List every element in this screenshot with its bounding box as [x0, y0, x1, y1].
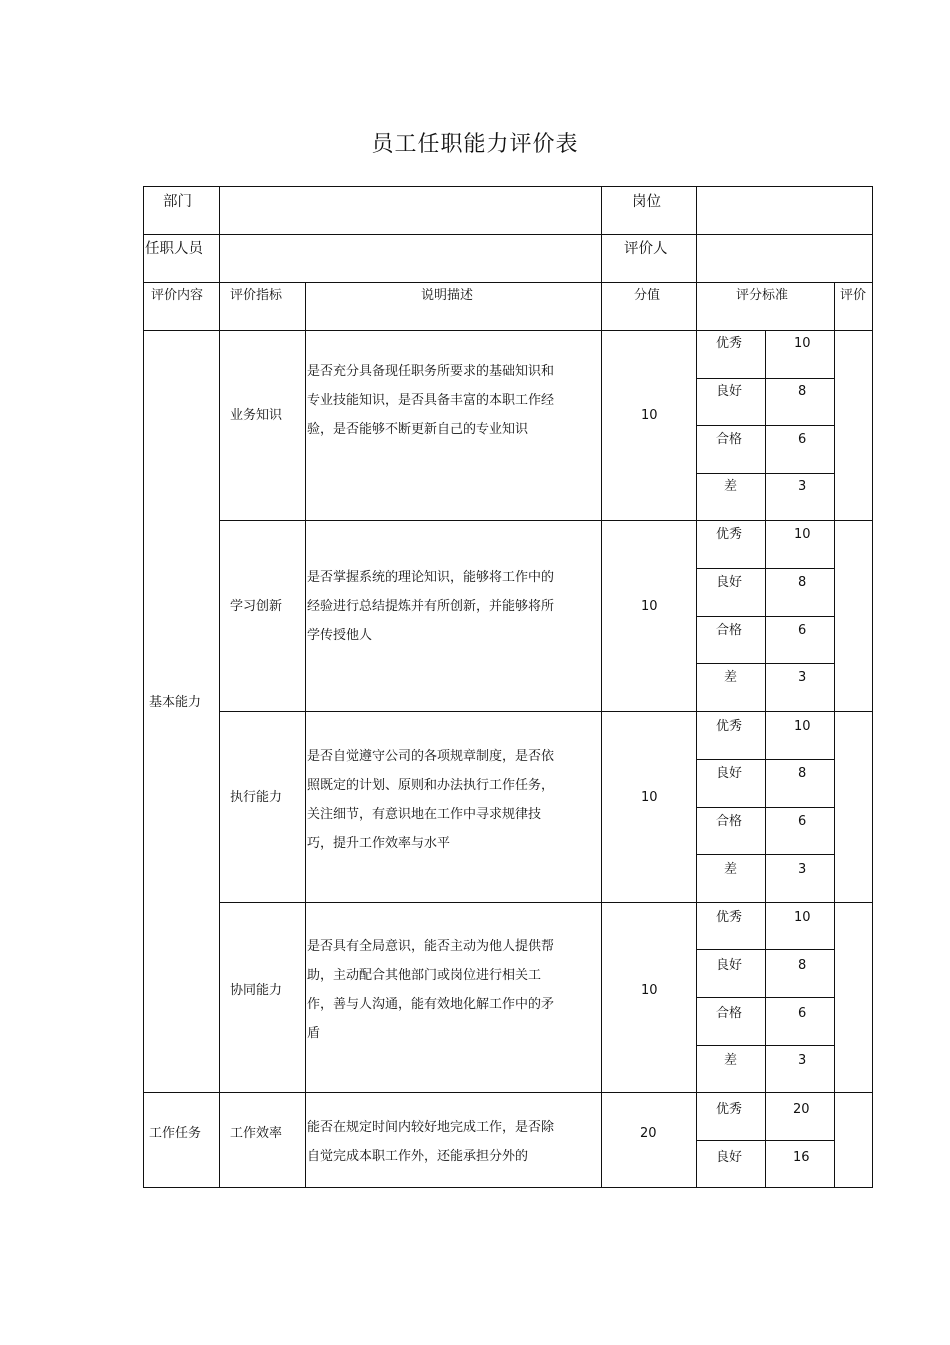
grade-label: 差 — [724, 1053, 738, 1068]
indicator-label: 工作效率 — [230, 1126, 283, 1141]
evaluation-table — [143, 186, 873, 1188]
score-value: 10 — [641, 408, 658, 423]
table-border-left — [143, 186, 144, 1188]
employee-label: 任职人员 — [145, 241, 203, 257]
grade-label: 合格 — [716, 432, 743, 447]
category-basic: 基本能力 — [149, 695, 202, 710]
grade-score: 8 — [798, 575, 807, 590]
grade-label: 差 — [724, 479, 738, 494]
grade-score: 3 — [798, 862, 807, 877]
grade-score: 10 — [794, 910, 811, 925]
score-value: 20 — [640, 1126, 657, 1141]
grade-score: 6 — [798, 432, 807, 447]
grade-score: 3 — [798, 670, 807, 685]
grade-score: 3 — [798, 1053, 807, 1068]
evaluator-label: 评价人 — [624, 241, 668, 257]
grade-label: 合格 — [716, 814, 743, 829]
grade-score: 6 — [798, 814, 807, 829]
grade-label: 优秀 — [716, 1102, 743, 1117]
table-border-right — [872, 186, 873, 1188]
table-border-bottom — [143, 1187, 873, 1188]
grade-score: 6 — [798, 1006, 807, 1021]
table-rule — [601, 186, 602, 1188]
grade-label: 良好 — [716, 766, 743, 781]
score-value: 10 — [641, 599, 658, 614]
grade-score: 8 — [798, 958, 807, 973]
grade-score: 3 — [798, 479, 807, 494]
grade-label: 良好 — [716, 1150, 743, 1165]
page-title: 员工任职能力评价表 — [371, 132, 579, 157]
grade-score: 20 — [793, 1102, 810, 1117]
table-rule — [219, 711, 873, 712]
grade-score: 8 — [798, 766, 807, 781]
indicator-label: 业务知识 — [230, 408, 283, 423]
table-rule — [143, 1092, 873, 1093]
column-header: 评价 — [840, 288, 867, 303]
grade-label: 合格 — [716, 623, 743, 638]
table-rule — [143, 330, 873, 331]
description-text: 是否具有全局意识，能否主动为他人提供帮助，主动配合其他部门或岗位进行相关工作，善与人沟通，能有效地化解工作中的矛盾 — [307, 939, 555, 1041]
grade-score: 6 — [798, 623, 807, 638]
table-rule — [219, 902, 873, 903]
table-rule — [143, 234, 873, 235]
grade-score: 10 — [794, 336, 811, 351]
grade-label: 优秀 — [716, 527, 743, 542]
post-label: 岗位 — [632, 194, 661, 210]
column-header: 说明描述 — [421, 288, 474, 303]
grade-score: 10 — [794, 719, 811, 734]
column-header: 分值 — [634, 288, 661, 303]
column-header: 评价内容 — [151, 288, 204, 303]
indicator-label: 学习创新 — [230, 599, 283, 614]
table-rule — [219, 520, 873, 521]
dept-label: 部门 — [163, 194, 192, 210]
grade-score: 8 — [798, 384, 807, 399]
grade-label: 良好 — [716, 384, 743, 399]
score-value: 10 — [641, 790, 658, 805]
indicator-label: 协同能力 — [230, 983, 283, 998]
table-rule — [834, 282, 835, 1188]
grade-score: 16 — [793, 1150, 810, 1165]
column-header: 评分标准 — [736, 288, 789, 303]
grade-label: 合格 — [716, 1006, 743, 1021]
grade-label: 良好 — [716, 575, 743, 590]
grade-label: 良好 — [716, 958, 743, 973]
description-text: 是否充分具备现任职务所要求的基础知识和专业技能知识，是否具备丰富的本职工作经验，是否能够不断更新自己的专业知识 — [307, 364, 555, 437]
score-value: 10 — [641, 983, 658, 998]
grade-divider — [765, 330, 766, 1188]
table-rule — [696, 186, 697, 1188]
table-rule — [219, 186, 220, 1188]
grade-label: 差 — [724, 862, 738, 877]
indicator-label: 执行能力 — [230, 790, 283, 805]
description-text: 是否掌握系统的理论知识，能够将工作中的经验进行总结提炼并有所创新，并能够将所学传授他人 — [307, 570, 555, 643]
description-text: 能否在规定时间内较好地完成工作，是否除自觉完成本职工作外，还能承担分外的 — [307, 1120, 555, 1164]
grade-label: 优秀 — [716, 910, 743, 925]
category-task: 工作任务 — [149, 1126, 202, 1141]
table-rule — [305, 282, 306, 1188]
grade-label: 差 — [724, 670, 738, 685]
grade-label: 优秀 — [716, 719, 743, 734]
column-header: 评价指标 — [230, 288, 283, 303]
table-rule — [143, 282, 873, 283]
grade-label: 优秀 — [716, 336, 743, 351]
grade-score: 10 — [794, 527, 811, 542]
description-text: 是否自觉遵守公司的各项规章制度，是否依照既定的计划、原则和办法执行工作任务，关注细节，有意识地在工作中寻求规律技巧，提升工作效率与水平 — [307, 749, 555, 851]
table-border-top — [143, 186, 873, 187]
